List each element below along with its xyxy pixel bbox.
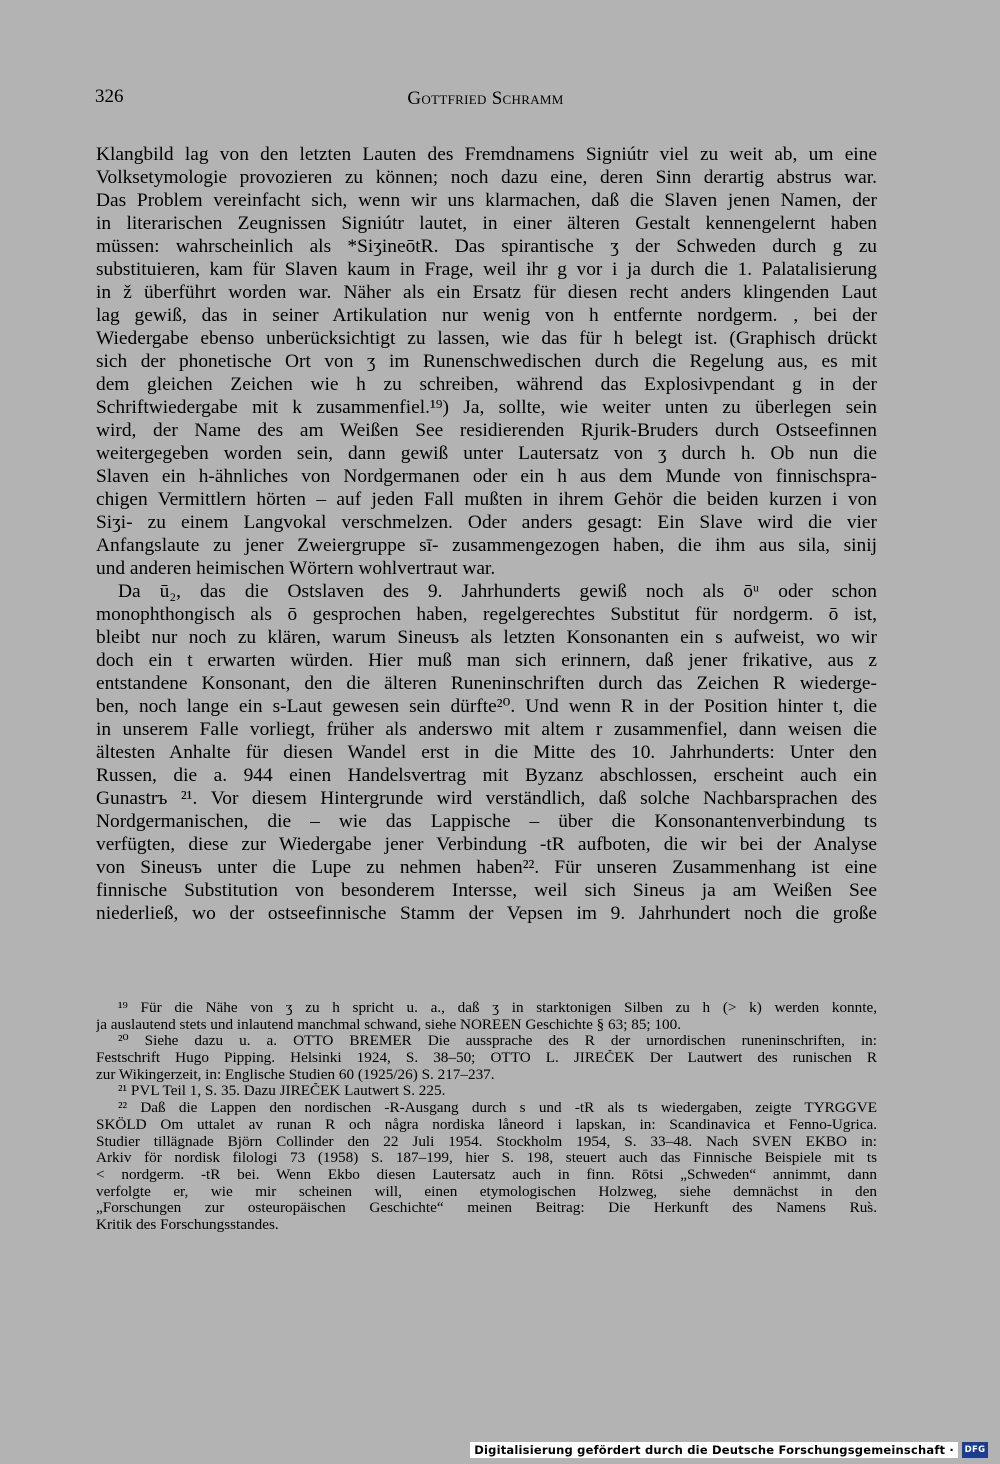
footnote-line: < nordgerm. -tR bei. Wenn Ekbo diesen Lautersatz auch in finn. Rōtsi „Schweden“ annimmt, dann xyxy=(96,1166,877,1183)
text-line: in literarischen Zeugnissen Signiútr lautet, in einer älteren Gestalt kennengelernt haben xyxy=(96,213,877,234)
text-line: doch ein t erwarten würden. Hier muß man sich erinnern, daß jener frikative, aus z xyxy=(96,650,877,671)
text-line: Russen, die a. 944 einen Handelsvertrag mit Byzanz abschlossen, erscheint auch ein xyxy=(96,765,877,786)
text-line: Da ū₂, das die Ostslaven des 9. Jahrhunderts gewiß noch als ōᵘ oder schon xyxy=(118,581,877,602)
text-line: von Sineusъ unter die Lupe zu nehmen haben²². Für unseren Zusammenhang ist eine xyxy=(96,857,877,878)
text-line: monophthongisch als ō gesprochen haben, regelgerechtes Substitut für nordgerm. ō ist, xyxy=(96,604,877,625)
running-head xyxy=(95,88,876,110)
footnote-line: Arkiv för nordisk filologi 73 (1958) S. 187–199, hier S. 198, steuert auch das Finnische Beispiele mit ts xyxy=(96,1150,877,1167)
footnote-20 xyxy=(96,1033,877,1083)
text-line: finnische Substitution von besonderem Intersse, weil sich Sineus ja am Weißen See xyxy=(96,880,877,901)
text-line: bleibt nur noch zu klären, warum Sineusъ als letzten Konsonanten ein s aufweist, wo wir xyxy=(96,627,877,648)
footnote-line: Festschrift Hugo Pipping. Helsinki 1924, S. 38–50; OTTO L. JIREČEK Der Lautwert des runischen R xyxy=(96,1050,877,1067)
footnote-21 xyxy=(96,1083,877,1100)
text-line: in unserem Falle vorliegt, früher als anderswo mit altem r zusammenfiel, dann weisen die xyxy=(96,719,877,740)
footnotes xyxy=(96,1000,877,1234)
text-line: Gunastrъ ²¹. Vor diesem Hintergrunde wird verständlich, daß solche Nachbarsprachen des xyxy=(96,788,877,809)
text-line: Volksetymologie provozieren zu können; noch dazu eine, deren Sinn derartig abstrus war. xyxy=(96,167,877,188)
text-line: und anderen heimischen Wörtern wohlvertraut war. xyxy=(96,558,496,579)
page-header xyxy=(95,86,876,114)
dfg-credit: Digitalisierung gefördert durch die Deutsche Forschungsgemeinschaft · xyxy=(470,1442,958,1458)
text-line: Siʒi- zu einem Langvokal verschmelzen. Oder anders gesagt: Ein Slave wird die vier xyxy=(96,512,877,533)
text-line: substituieren, kam für Slaven kaum in Frage, weil ihr g vor i ja durch die 1. Palatalisierung xyxy=(96,259,877,280)
text-line: dem gleichen Zeichen wie h zu schreiben, während das Explosivpendant g in der xyxy=(96,374,877,395)
text-line: weitergegeben worden sein, dann gewiß unter Lautersatz von ʒ durch h. Ob nun die xyxy=(96,443,877,464)
text-line: Klangbild lag von den letzten Lauten des Fremdnamens Signiútr viel zu weit ab, um eine xyxy=(96,144,877,165)
text-line: sich der phonetische Ort von ʒ im Runenschwedischen durch die Regelung aus, es mit xyxy=(96,351,877,372)
footnote-line: ²² Daß die Lappen den nordischen -R-Ausgang durch s und -tR als ts wiedergaben, zeigte TYRGGVE xyxy=(118,1100,877,1117)
footnote-line: ja auslautend stets und inlautend manchmal schwand, siehe NOREEN Geschichte § 63; 85; 100. xyxy=(96,1016,682,1033)
text-line: niederließ, wo der ostseefinnische Stamm der Vepsen im 9. Jahrhundert noch die große xyxy=(96,903,877,924)
footnote-line: verfolgte er, wie mir scheinen will, einen etymologischen Holzweg, siehe demnächst in den xyxy=(96,1183,877,1200)
digitization-footer xyxy=(470,1441,988,1459)
text-line: müssen: wahrscheinlich als *SiʒineōtR. Das spirantische ʒ der Schweden durch g zu xyxy=(96,236,877,257)
text-line: chigen Vermittlern hörten – auf jeden Fall mußten in ihrem Gehör die beiden kurzen i von xyxy=(96,489,877,510)
dfg-logo: DFG xyxy=(962,1442,988,1458)
text-line: Anfangslaute zu jener Zweiergruppe sī- zusammengezogen haben, die ihm aus sila, sinij xyxy=(96,535,877,556)
body-text xyxy=(96,143,877,925)
text-line: Wiedergabe ebenso unberücksichtigt zu lassen, wie das für h belegt ist. (Graphisch drückt xyxy=(96,328,877,349)
text-line: ältesten Anhalte für diesen Wandel erst in die Mitte des 10. Jahrhunderts: Unter den xyxy=(96,742,877,763)
text-line: entstandene Konsonant, den die älteren Runeninschriften durch das Zeichen R wiederge- xyxy=(96,673,877,694)
text-line: Nordgermanischen, die – wie das Lappische – über die Konsonantenverbindung ts xyxy=(96,811,877,832)
footnote-line: „Forschungen zur osteuropäischen Geschichte“ meinen Beitrag: Die Herkunft des Namens Rus̀. xyxy=(96,1200,877,1217)
footnote-line: Kritik des Forschungsstandes. xyxy=(96,1216,279,1233)
text-line: ben, noch lange ein s-Laut gewesen sein dürfte²⁰. Und wenn R in der Position hinter t, die xyxy=(96,696,877,717)
text-line: Das Problem vereinfacht sich, wenn wir uns klarmachen, daß die Slaven jenen Namen, der xyxy=(96,190,877,211)
page-number: 326 xyxy=(95,86,124,107)
footnote-19 xyxy=(96,1000,877,1033)
footnote-line: ¹⁹ Für die Nähe von ʒ zu h spricht u. a., daß ʒ in starktonigen Silben zu h (> k) werden konnte, xyxy=(118,1000,877,1016)
paragraph-2 xyxy=(96,580,877,925)
text-line: Schriftwiedergabe mit k zusammenfiel.¹⁹) Ja, sollte, wie weiter unten zu überlegen sein xyxy=(96,397,877,418)
footnote-line: ²¹ PVL Teil 1, S. 35. Dazu JIREČEK Lautwert S. 225. xyxy=(118,1083,446,1100)
text-line: Slaven ein h-ähnliches von Nordgermanen oder ein h aus dem Munde von finnischspra- xyxy=(96,466,877,487)
text-line: in ž überführt worden war. Näher als ein Ersatz für diesen recht anders klingenden Laut xyxy=(96,282,877,303)
text-line: verfügten, diese zur Wiedergabe jener Verbindung -tR aufboten, die wir bei der Analyse xyxy=(96,834,877,855)
paragraph-1 xyxy=(96,143,877,580)
text-line: lag gewiß, das in seiner Artikulation nur wenig von h entfernte nordgerm. ‚ bei der xyxy=(96,305,877,326)
footnote-line: Studier tillägnade Björn Collinder den 22 Juli 1954. Stockholm 1954, S. 33–48. Nach SVEN EKBO in: xyxy=(96,1133,877,1150)
footnote-line: SKÖLD Om uttalet av runan R och några nordiska låneord i lapskan, in: Scandinavica et Fenno-Ugrica. xyxy=(96,1116,877,1133)
footnote-line: zur Wikingerzeit, in: Englische Studien 60 (1925/26) S. 217–237. xyxy=(96,1066,495,1083)
running-head-text: Gottfried Schramm xyxy=(407,88,564,109)
footnote-line: ²⁰ Siehe dazu u. a. OTTO BREMER Die aussprache des R der urnordischen runeninschriften, in: xyxy=(118,1033,877,1050)
text-line: wird, der Name des am Weißen See residierenden Rjurik-Bruders durch Ostseefinnen xyxy=(96,420,877,441)
footnote-22 xyxy=(96,1100,877,1234)
